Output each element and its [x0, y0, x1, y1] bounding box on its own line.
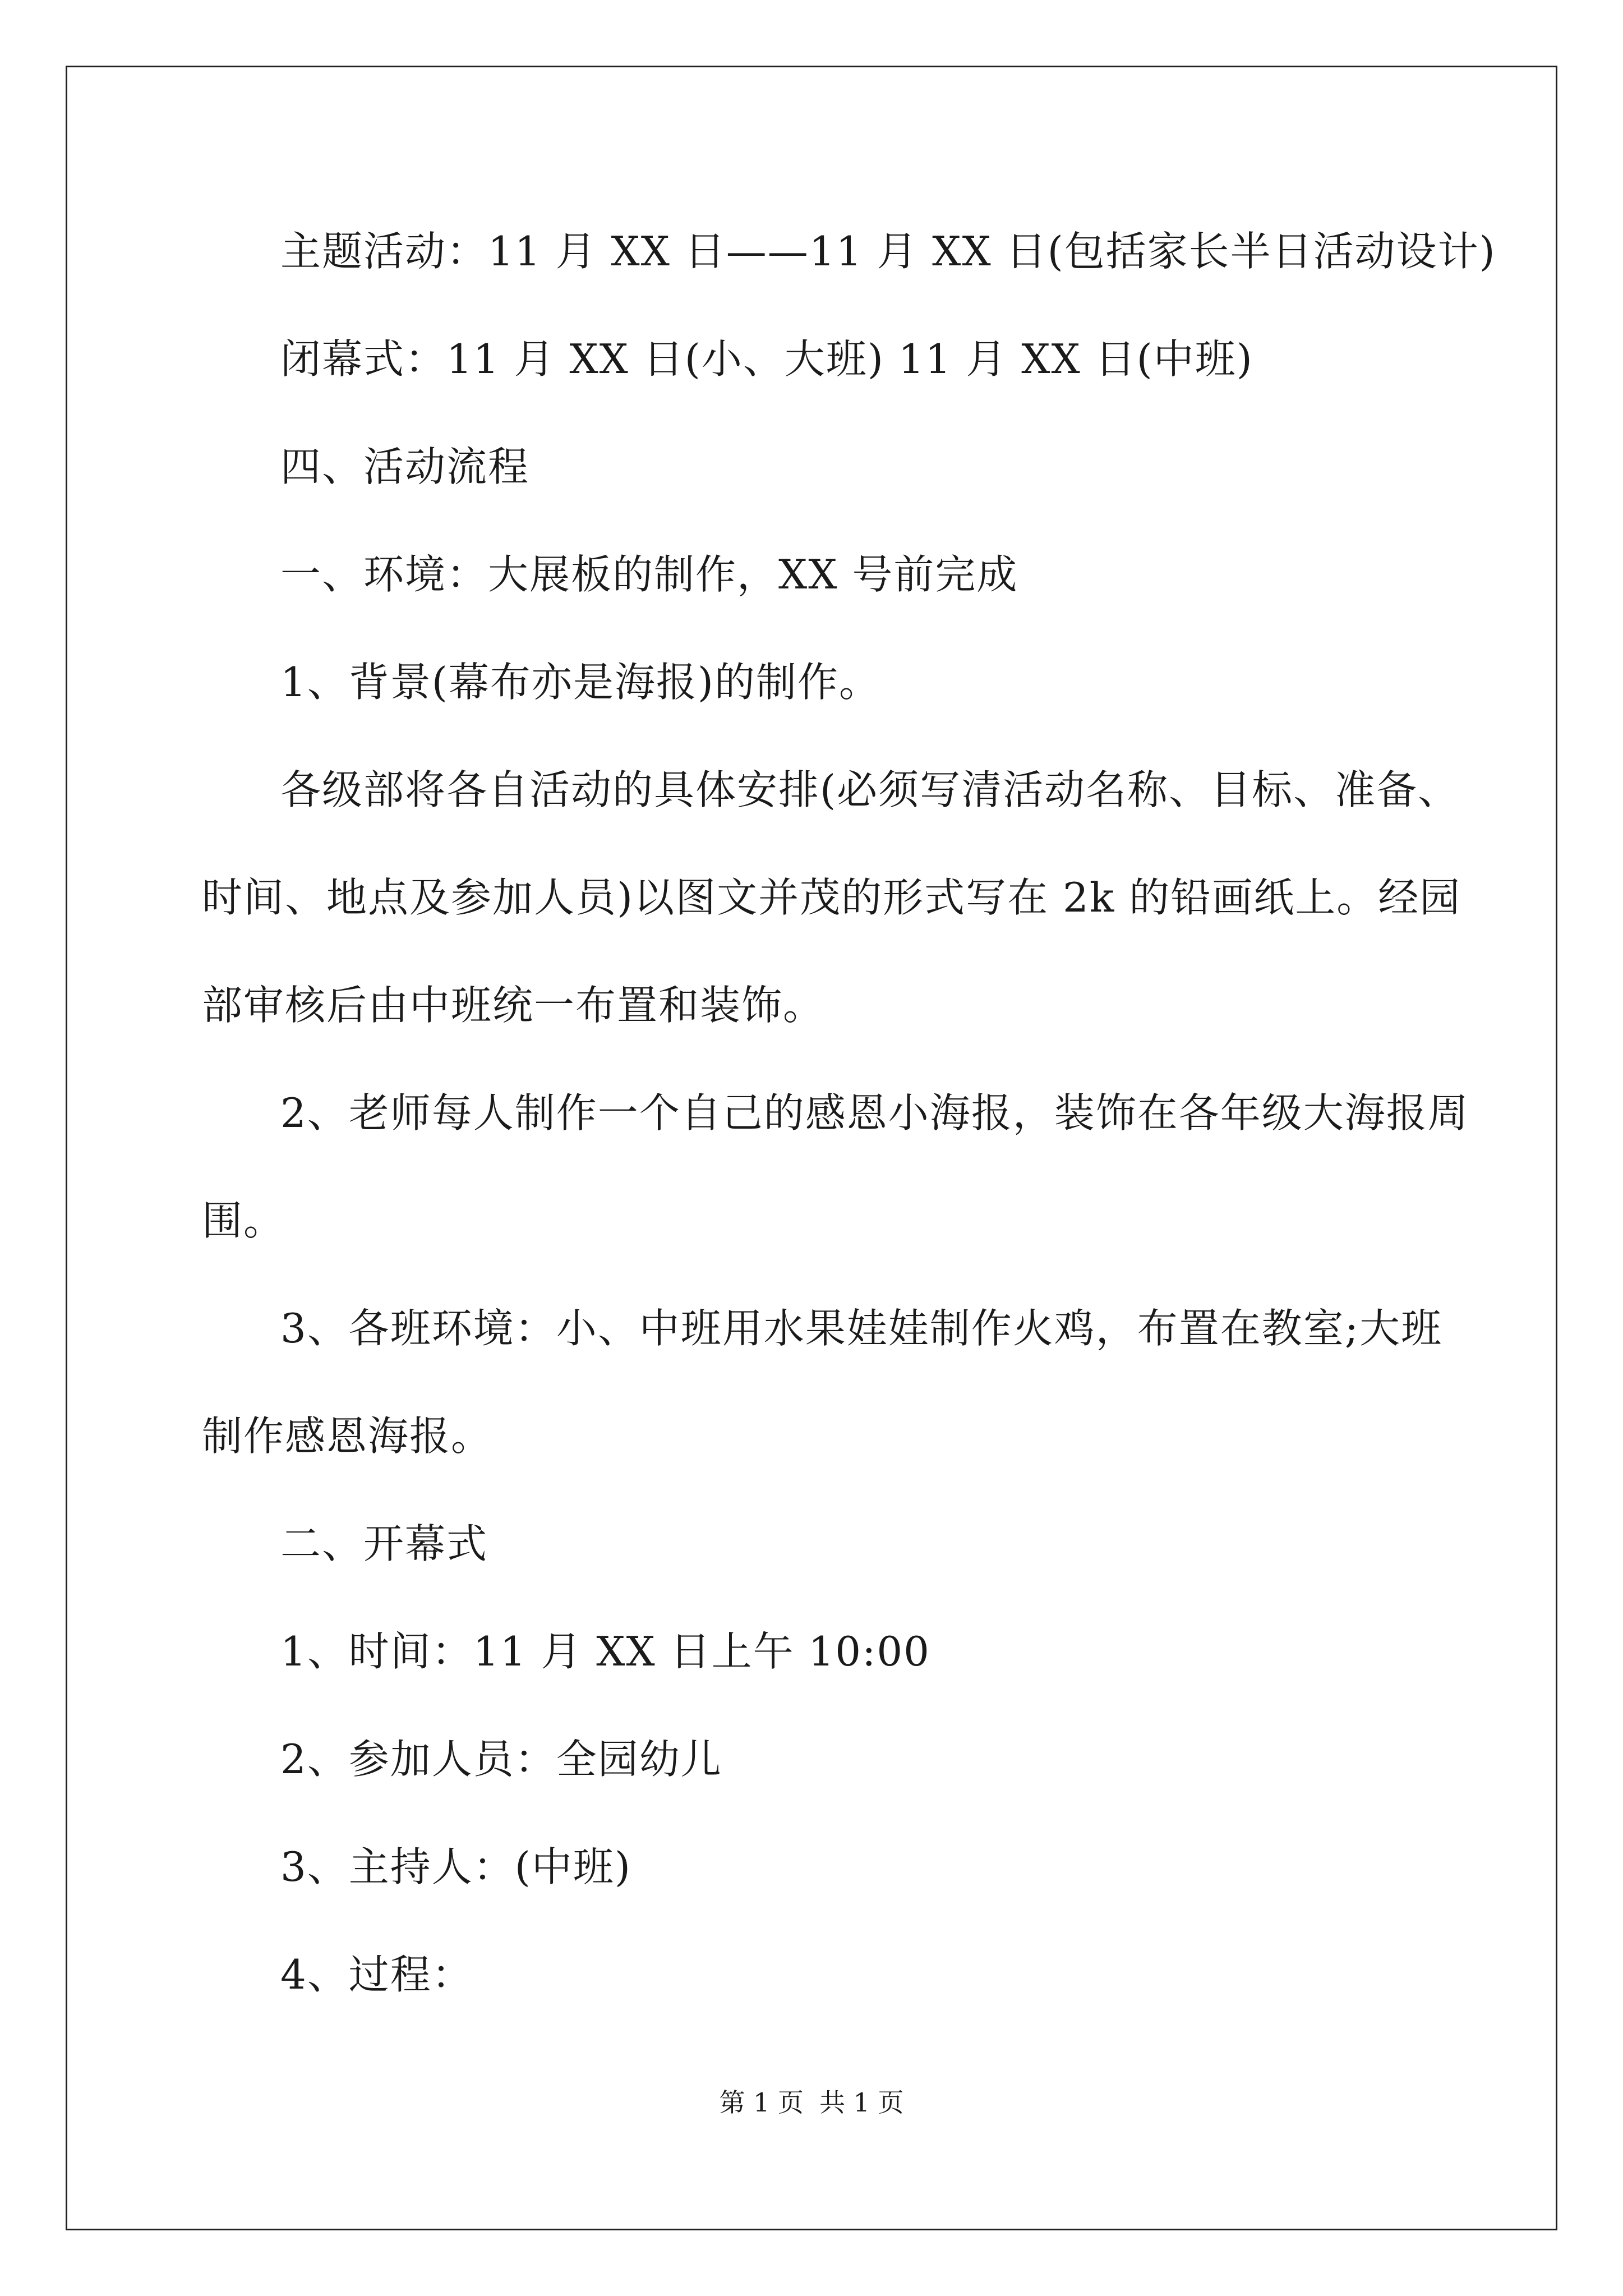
page-total: 共 1 页	[819, 2087, 904, 2118]
paragraph-line: 部审核后由中班统一布置和装饰。	[202, 982, 825, 1029]
section-heading: 一、环境：大展板的制作，XX 号前完成	[280, 551, 1018, 598]
paragraph-line: 各级部将各自活动的具体安排(必须写清活动名称、目标、准备、	[280, 766, 1460, 813]
paragraph-line: 主题活动：11 月 XX 日——11 月 XX 日(包括家长半日活动设计)	[280, 228, 1496, 275]
paragraph-line: 4、过程：	[280, 1951, 473, 1998]
section-heading: 四、活动流程	[280, 443, 530, 490]
page-number: 第 1 页	[719, 2087, 804, 2118]
paragraph-line: 2、参加人员：全园幼儿	[280, 1736, 722, 1783]
paragraph-line: 1、时间：11 月 XX 日上午 10:00	[280, 1628, 930, 1675]
paragraph-line: 3、主持人：(中班)	[280, 1843, 631, 1890]
paragraph-line: 时间、地点及参加人员)以图文并茂的形式写在 2k 的铅画纸上。经园	[202, 874, 1461, 921]
page-border	[66, 66, 1557, 2230]
paragraph-line: 闭幕式：11 月 XX 日(小、大班) 11 月 XX 日(中班)	[280, 335, 1253, 383]
paragraph-line: 3、各班环境：小、中班用水果娃娃制作火鸡，布置在教室;大班	[280, 1305, 1443, 1352]
page-footer	[0, 2086, 1623, 2119]
paragraph-line: 1、背景(幕布亦是海报)的制作。	[280, 659, 880, 706]
section-heading: 二、开幕式	[280, 1520, 488, 1567]
paragraph-line: 围。	[202, 1197, 285, 1244]
paragraph-line: 制作感恩海报。	[202, 1412, 493, 1460]
paragraph-line: 2、老师每人制作一个自己的感恩小海报，装饰在各年级大海报周	[280, 1089, 1469, 1137]
